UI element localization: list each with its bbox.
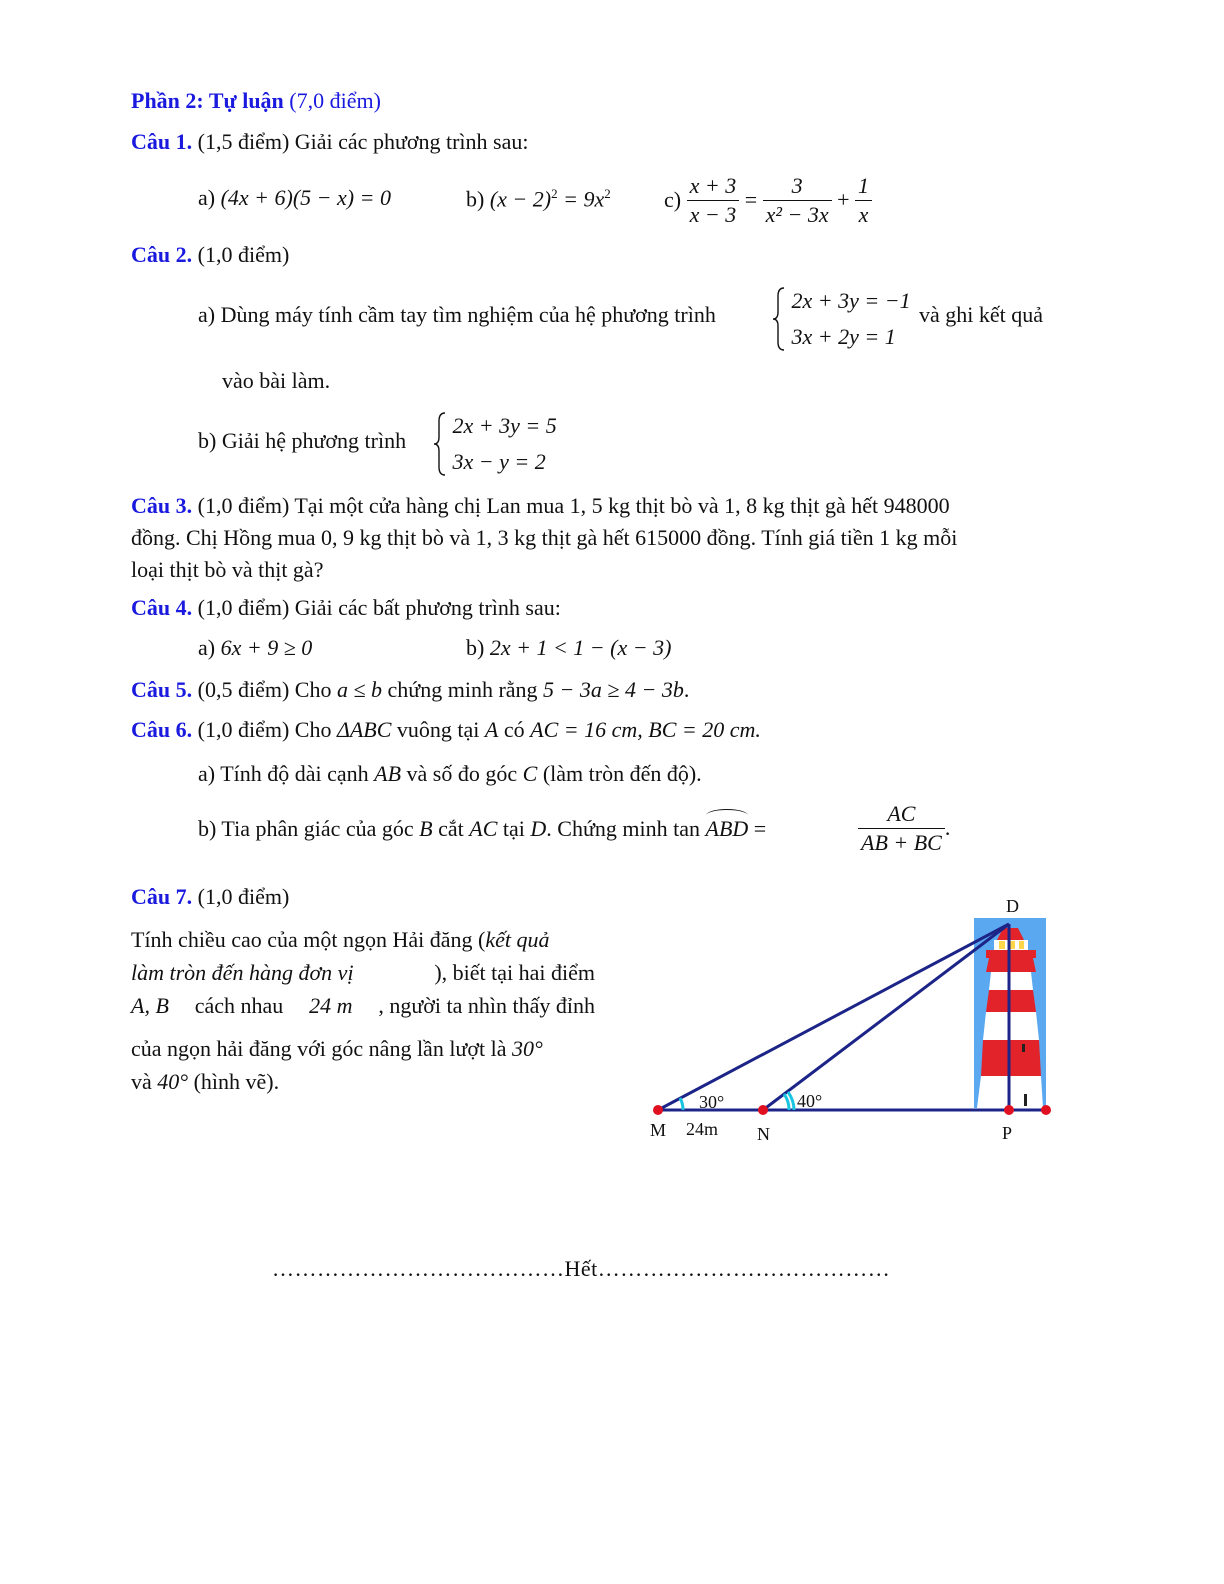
q7-line4: của ngọn hải đăng với góc nâng lần lượt là 30° [131, 1036, 543, 1061]
q1-intro: (1,5 điểm) Giải các phương trình sau: [197, 129, 529, 154]
q6-angle-abd: ABD [705, 816, 749, 841]
line-md [658, 924, 1009, 1110]
q2-b-text: b) Giải hệ phương trình [198, 428, 407, 453]
q4-a-label: a) [198, 635, 216, 660]
q4-heading [131, 597, 561, 619]
q2-b-system [433, 408, 557, 481]
q2-a-eq1: 2x + 3y = −1 [791, 288, 911, 313]
q6-heading: Câu 6. (1,0 điểm) Cho ΔABC vuông tại A có AC = 16 cm, BC = 20 cm. [131, 717, 761, 742]
q3-line2: đồng. Chị Hồng mua 0, 9 kg thịt bò và 1, 3 kg thịt gà hết 615000 đồng. Tính giá tiền 1 kg mỗi [131, 525, 958, 550]
section-title: Phần 2: Tự luận [131, 88, 284, 113]
label-d: D [1006, 896, 1019, 916]
angle-m-mark [680, 1098, 683, 1110]
q7-label: Câu 7. [131, 884, 193, 909]
q6-b-frac: $\frac{AC}{AB + BC}$ . [858, 800, 950, 856]
q4-a-expr: 6x + 9 ≥ 0 [220, 635, 313, 660]
label-p: P [1002, 1123, 1013, 1143]
q2-b-eq1: 2x + 3y = 5 [452, 413, 557, 438]
q5: Câu 5. (0,5 điểm) Cho a ≤ b chứng minh rằng 5 − 3a ≥ 4 − 3b. [131, 677, 690, 702]
end-dots-right: ………………………………… [597, 1256, 891, 1281]
end-dots-left: ………………………………… [272, 1256, 565, 1281]
q1-c-label: c) [664, 187, 682, 212]
point-end [1041, 1105, 1051, 1115]
q1-b-label: b) [466, 186, 485, 212]
q1-b-expr2: = 9x [557, 186, 605, 212]
q4-b-label: b) [466, 635, 485, 660]
point-n [758, 1105, 768, 1115]
q2-a-text: a) Dùng máy tính cầm tay tìm nghiệm của hệ phương trình [198, 302, 716, 327]
q3-line3: loại thịt bò và thịt gà? [131, 557, 324, 582]
q2-a-eq2: 3x + 2y = 1 [791, 324, 896, 350]
label-m: M [650, 1120, 667, 1140]
q2-heading [131, 244, 289, 266]
q2-intro: (1,0 điểm) [197, 242, 290, 267]
q7-line5: và 40° (hình vẽ). [131, 1069, 280, 1094]
q4-b [466, 637, 671, 659]
q1-a [198, 187, 391, 209]
q6-triangle: ΔABC [336, 717, 392, 742]
end-word: Hết [564, 1256, 598, 1281]
q1-heading [131, 131, 528, 153]
lighthouse-figure [640, 890, 1060, 1150]
q2-label: Câu 2. [131, 242, 193, 267]
q1-b-expr1: (x − 2) [489, 186, 552, 212]
angle-n-mark-1 [784, 1094, 789, 1110]
section-header [131, 90, 381, 112]
brace-icon [433, 411, 447, 477]
q4-label: Câu 4. [131, 595, 193, 620]
q2-b-eq2: 3x − y = 2 [452, 449, 546, 475]
q2-a-cont: vào bài làm. [222, 368, 331, 393]
label-angle-n: 40° [797, 1091, 823, 1111]
label-n: N [757, 1124, 770, 1144]
q6-a: a) Tính độ dài cạnh AB và số đo góc C (làm tròn đến độ). [198, 761, 702, 786]
q1-a-label: a) [198, 185, 216, 210]
q6-label: Câu 6. [131, 717, 193, 742]
q3-label: Câu 3. [131, 493, 193, 518]
q6-b-text: b) Tia phân giác của góc B cắt AC tại D. Chứng minh tan ABD = [198, 816, 767, 841]
q5-text1: (0,5 điểm) Cho [197, 677, 332, 702]
q7-line3: A, B cách nhau 24 m , người ta nhìn thấy đỉnh [131, 993, 595, 1018]
section-points: (7,0 điểm) [289, 88, 381, 113]
point-m [653, 1105, 663, 1115]
line-nd [763, 924, 1009, 1110]
q1-c-frac2: $\frac{3}{\text{x² − 3x}}$ [763, 172, 832, 228]
q4-a [198, 637, 312, 659]
q1-a-expr: (4x + 6)(5 − x) = 0 [220, 185, 391, 210]
end-line [272, 1258, 890, 1280]
q2-a-after: và ghi kết quả [919, 302, 1044, 327]
q1-c: c) $\frac{x + 3}{x - 3}$ = $\frac{3}{\text{x² − 3x}}$ + $\frac{1}{x}$ [664, 172, 872, 228]
q3-line1 [131, 495, 950, 517]
point-p [1004, 1105, 1014, 1115]
q7-line1: Tính chiều cao của một ngọn Hải đăng (kết quả [131, 927, 550, 952]
q6-given: AC = 16 cm, BC = 20 cm. [530, 717, 761, 742]
label-dist: 24m [686, 1119, 719, 1139]
q1-c-frac3: $\frac{1}{x}$ [855, 172, 872, 228]
brace-icon [772, 286, 786, 352]
q5-ineq: 5 − 3a ≥ 4 − 3b [543, 677, 684, 702]
q1-b: b) $(x - 2)^2 = 9x^2$ [466, 186, 611, 212]
q5-text2: chứng minh rằng [387, 677, 538, 702]
q7-heading: Câu 7. (1,0 điểm) [131, 884, 290, 909]
q7-line2: làm tròn đến hàng đơn vị ), biết tại hai điểm [131, 960, 595, 985]
q4-b-expr: 2x + 1 < 1 − (x − 3) [489, 635, 672, 660]
q5-label: Câu 5. [131, 677, 193, 702]
q5-cond: a ≤ b [336, 677, 383, 702]
q3-text1: (1,0 điểm) Tại một cửa hàng chị Lan mua 1, 5 kg thịt bò và 1, 8 kg thịt gà hết 948000 [197, 493, 950, 518]
q2-a-system [772, 283, 911, 356]
q1-c-frac1: $\frac{x + 3}{x - 3}$ [687, 172, 740, 228]
label-angle-m: 30° [699, 1092, 725, 1112]
q1-label: Câu 1. [131, 129, 193, 154]
q4-intro: (1,0 điểm) Giải các bất phương trình sau: [197, 595, 561, 620]
